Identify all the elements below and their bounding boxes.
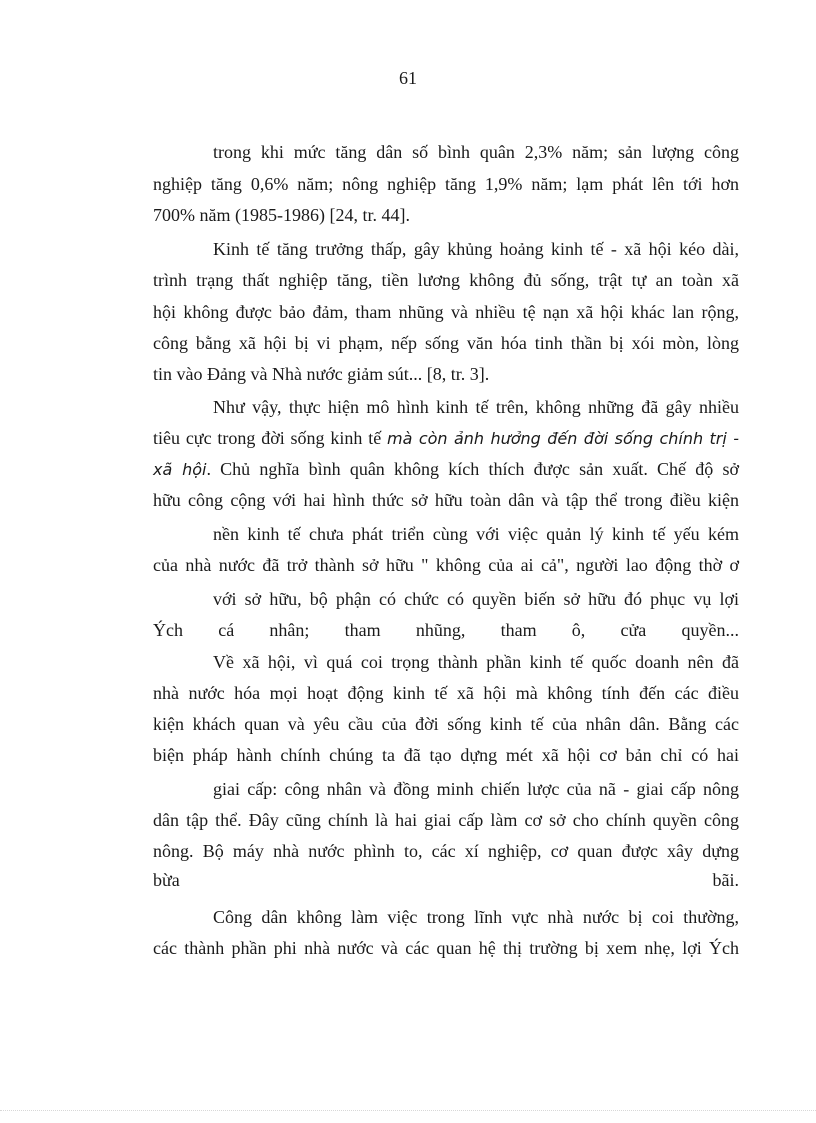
text-line: trong khi mức tăng dân số bình quân 2,3% năm; sản lượng công	[213, 142, 739, 162]
text-line: Kinh tế tăng trưởng thấp, gây khủng hoảng kinh tế - xã hội kéo dài,	[213, 239, 739, 259]
text-line: của nhà nước đã trở thành sở hữu " không của ai cả", người lao động thờ ơ	[153, 555, 739, 575]
text-line: nghiệp tăng 0,6% năm; nông nghiệp tăng 1,9% năm; lạm phát lên tới hơn	[153, 174, 739, 194]
word: quyền...	[681, 620, 739, 640]
text-line: Như vậy, thực hiện mô hình kinh tế trên, không những đã gây nhiều	[213, 397, 739, 417]
text-line: hội không được bảo đảm, tham nhũng và nhiều tệ nạn xã hội khác lan rộng,	[153, 302, 739, 322]
text-line	[153, 427, 739, 450]
text-line: Về xã hội, vì quá coi trọng thành phần kinh tế quốc doanh nên đã	[213, 652, 739, 672]
text-line: giai cấp: công nhân và đồng minh chiến lược của nã - giai cấp nông	[213, 779, 739, 799]
text-line: Công dân không làm việc trong lĩnh vực nhà nước bị coi thường,	[213, 907, 739, 927]
word: Ých	[153, 620, 183, 640]
text-line: 700% năm (1985-1986) [24, tr. 44].	[153, 205, 410, 225]
word: tham	[500, 620, 537, 640]
word: cá	[218, 620, 235, 640]
word: cửa	[620, 620, 647, 640]
italic-phrase: xã hội	[153, 460, 207, 479]
word: ô,	[571, 620, 586, 640]
text-run: tiêu cực trong đời sống kinh tế	[153, 428, 388, 448]
text-run: . Chủ nghĩa bình quân không kích thích được sản xuất. Chế độ sở	[206, 459, 740, 479]
text-line	[153, 458, 739, 481]
word: nhũng,	[415, 620, 466, 640]
page-bottom-rule	[0, 1110, 816, 1111]
text-line: với sở hữu, bộ phận có chức có quyền biến sở hữu đó phục vụ lợi	[213, 589, 739, 609]
text-line: hữu công cộng với hai hình thức sở hữu toàn dân và tập thể trong điều kiện	[153, 490, 739, 510]
text-line: biện pháp hành chính chúng ta đã tạo dựng mét xã hội cơ bản chỉ có hai	[153, 745, 739, 765]
text-line: nền kinh tế chưa phát triển cùng với việc quản lý kinh tế yếu kém	[213, 524, 739, 544]
text-line: nhà nước hóa mọi hoạt động kinh tế xã hội mà không tính đến các điều	[153, 683, 739, 703]
word: bãi.	[712, 870, 739, 890]
word: nhân;	[269, 620, 310, 640]
text-line	[153, 619, 739, 641]
text-line: các thành phần phi nhà nước và các quan hệ thị trường bị xem nhẹ, lợi Ých	[153, 938, 739, 958]
page-number: 61	[399, 68, 417, 88]
text-line: tin vào Đảng và Nhà nước giảm sút... [8, tr. 3].	[153, 364, 490, 384]
word: bừa	[153, 870, 180, 890]
text-line: nông. Bộ máy nhà nước phình to, các xí nghiệp, cơ quan được xây dựng	[153, 841, 739, 861]
text-line	[153, 869, 739, 891]
word: tham	[344, 620, 381, 640]
text-line: trình trạng thất nghiệp tăng, tiền lương không đủ sống, trật tự an toàn xã	[153, 270, 739, 290]
text-line: dân tập thể. Đây cũng chính là hai giai cấp làm cơ sở cho chính quyền công	[153, 810, 739, 830]
text-line: công bằng xã hội bị vi phạm, nếp sống văn hóa tinh thần bị xói mòn, lòng	[153, 333, 739, 353]
text-line: kiện khách quan và yêu cầu của đời sống kinh tế của nhân dân. Bằng các	[153, 714, 739, 734]
italic-phrase: mà còn ảnh hưởng đến đời sống chính trị -	[387, 429, 739, 448]
